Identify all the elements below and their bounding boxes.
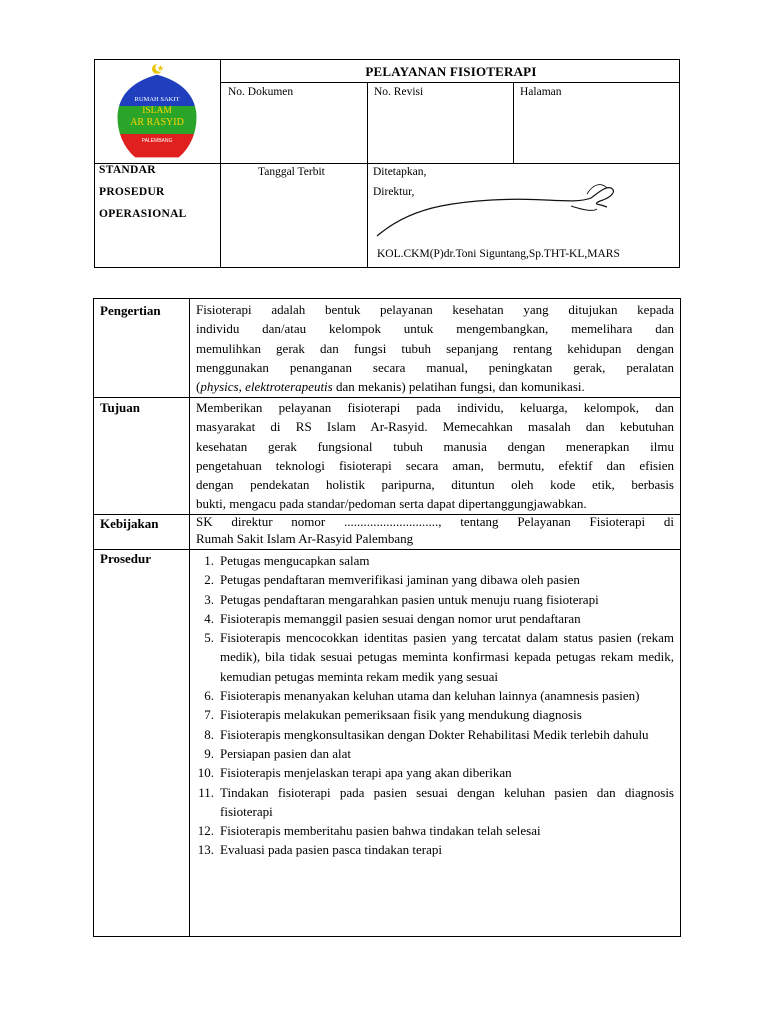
pengertian-line: menggunakan penanganan secara manual, peningkatan gerak, peralatan bbox=[196, 359, 674, 375]
sop-label-prosedur: PROSEDUR bbox=[99, 186, 165, 198]
prosedur-item bbox=[190, 821, 674, 840]
tujuan-line: Memberikan pelayanan fisioterapi pada individu, keluarga, kelompok, dan bbox=[196, 400, 674, 415]
pengertian-line: individu dan/atau kelompok untuk mengembangkan, memelihara dan bbox=[196, 321, 674, 337]
header-divider-v3 bbox=[513, 82, 514, 164]
procedure-table bbox=[93, 298, 681, 937]
prosedur-item bbox=[190, 551, 674, 570]
label-tujuan: Tujuan bbox=[100, 400, 140, 415]
pengertian-line-last bbox=[196, 377, 674, 396]
label-pengertian: Pengertian bbox=[100, 303, 161, 318]
label-kebijakan: Kebijakan bbox=[100, 516, 159, 531]
prosedur-item bbox=[190, 725, 674, 744]
header-divider-v2 bbox=[367, 82, 368, 267]
prosedur-item-number: 3. bbox=[204, 591, 214, 607]
prosedur-item-number: 9. bbox=[204, 745, 214, 761]
sop-label-operasional: OPERASIONAL bbox=[99, 208, 187, 220]
prosedur-item-text: Persiapan pasien dan alat bbox=[220, 745, 352, 761]
label-no-dokumen: No. Dokumen bbox=[228, 86, 294, 98]
row-divider-3 bbox=[94, 549, 680, 550]
prosedur-item-text: Tindakan fisioterapi pada pasien sesuai dengan keluhan pasien dan diagnosis fisioterapi bbox=[220, 784, 674, 819]
label-halaman: Halaman bbox=[520, 86, 562, 98]
logo-text-palembang: PALEMBANG bbox=[141, 138, 173, 144]
prosedur-item bbox=[190, 744, 674, 763]
prosedur-item bbox=[190, 705, 674, 724]
pengertian-text bbox=[196, 300, 674, 396]
text-fragment: , bbox=[238, 379, 246, 395]
prosedur-item-text: Fisioterapis memberitahu pasien bahwa tindakan telah selesai bbox=[220, 823, 541, 839]
sop-header bbox=[94, 59, 680, 268]
logo-text-rumah-sakit: RUMAH SAKIT bbox=[134, 96, 180, 103]
italic-term-elektroterapeutis: elektroterapeutis bbox=[245, 379, 333, 395]
prosedur-item-number: 1. bbox=[204, 553, 214, 568]
prosedur-item-text: Fisioterapis melakukan pemeriksaan fisik yang mendukung diagnosis bbox=[220, 707, 582, 723]
text-fragment: dan mekanis) pelatihan fungsi, dan komunikasi. bbox=[332, 379, 585, 395]
prosedur-item-number: 13. bbox=[197, 842, 214, 858]
prosedur-item-number: 8. bbox=[204, 726, 214, 742]
prosedur-item-number: 7. bbox=[204, 707, 214, 723]
pengertian-line: Fisioterapi adalah bentuk pelayanan kesehatan yang ditujukan kepada bbox=[196, 302, 674, 317]
prosedur-item-text: Evaluasi pada pasien pasca tindakan terapi bbox=[220, 842, 442, 858]
tujuan-line: dengan pendekatan holistik paripurna, dituntun oleh kode etik, berbasis bbox=[196, 477, 674, 493]
logo-text-islam: ISLAM bbox=[142, 106, 172, 116]
prosedur-item-number: 6. bbox=[204, 688, 214, 704]
tujuan-line: pengetahuan teknologi fisioterapi secara aman, bermutu, efektif dan efisien bbox=[196, 457, 674, 473]
italic-term-physics: physics bbox=[200, 379, 239, 395]
prosedur-item-text: Petugas pendaftaran mengarahkan pasien untuk menuju ruang fisioterapi bbox=[220, 591, 599, 607]
kebijakan-text bbox=[196, 514, 674, 547]
prosedur-item bbox=[190, 570, 674, 589]
header-divider-h2 bbox=[95, 163, 680, 164]
prosedur-item bbox=[190, 609, 674, 628]
kebijakan-line: Rumah Sakit Islam Ar-Rasyid Palembang bbox=[196, 530, 414, 546]
tujuan-line: kesehatan gerak fungsional tubuh manusia dengan menerapkan ilmu bbox=[196, 438, 674, 454]
prosedur-item bbox=[190, 763, 674, 782]
prosedur-item bbox=[190, 590, 674, 609]
prosedur-item-number: 2. bbox=[204, 572, 214, 588]
sop-label-standar: STANDAR bbox=[99, 164, 156, 176]
prosedur-item-text: Fisioterapis menjelaskan terapi apa yang akan diberikan bbox=[220, 765, 512, 781]
prosedur-item-text: Fisioterapis menanyakan keluhan utama dan keluhan lainnya (anamnesis pasien) bbox=[220, 688, 640, 704]
prosedur-item-number: 12. bbox=[197, 823, 214, 839]
text-fragment: ( bbox=[196, 379, 201, 395]
kebijakan-line: SK direktur nomor ............................., tentang Pelayanan Fisioterapi di bbox=[196, 514, 674, 529]
label-no-revisi: No. Revisi bbox=[374, 86, 424, 98]
tujuan-line: bukti, mengacu pada standar/pedoman serta dapat dipertanggungjawabkan. bbox=[196, 496, 587, 512]
director-signature bbox=[371, 180, 631, 240]
signatory-name: KOL.CKM(P)dr.Toni Siguntang,Sp.THT-KL,MARS bbox=[377, 248, 620, 260]
prosedur-item-number: 11. bbox=[198, 784, 214, 800]
header-divider-h1 bbox=[221, 82, 680, 83]
document-title: PELAYANAN FISIOTERAPI bbox=[365, 64, 537, 79]
prosedur-item-number: 4. bbox=[204, 610, 214, 626]
prosedur-list bbox=[190, 551, 674, 860]
prosedur-item-text: Petugas pendaftaran memverifikasi jaminan yang dibawa oleh pasien bbox=[220, 572, 580, 588]
label-tanggal-terbit: Tanggal Terbit bbox=[258, 166, 325, 178]
prosedur-item bbox=[190, 840, 674, 859]
tujuan-line: masyarakat di RS Islam Ar-Rasyid. Memecahkan masalah dan kebutuhan bbox=[196, 419, 674, 435]
prosedur-item bbox=[190, 628, 674, 686]
prosedur-item-text: Petugas mengucapkan salam bbox=[220, 553, 370, 568]
logo-text-ar-rasyid: AR RASYID bbox=[130, 117, 184, 128]
label-ditetapkan: Ditetapkan, bbox=[373, 166, 427, 178]
prosedur-item-text: Fisioterapis mengkonsultasikan dengan Dokter Rehabilitasi Medik terlebih dahulu bbox=[220, 726, 649, 742]
pengertian-line: memulihkan gerak dan fungsi tubuh sepanjang rentang kehidupan dengan bbox=[196, 340, 674, 356]
prosedur-item bbox=[190, 783, 674, 822]
prosedur-item-number: 10. bbox=[197, 765, 214, 781]
prosedur-item bbox=[190, 686, 674, 705]
label-prosedur: Prosedur bbox=[100, 551, 152, 566]
tujuan-text bbox=[196, 398, 674, 514]
prosedur-item-number: 5. bbox=[204, 630, 214, 646]
prosedur-item-text: Fisioterapis memanggil pasien sesuai dengan nomor urut pendaftaran bbox=[220, 610, 581, 626]
label-direktur: Direktur, bbox=[373, 186, 415, 198]
prosedur-item-text: Fisioterapis mencocokkan identitas pasien yang tercatat dalam status pasien (rekam medik), bila tidak sesuai petugas meminta konfirmasi kepada petugas rekam medik, kemudian petugas meminta rekam medik yang sesuai bbox=[220, 630, 674, 684]
